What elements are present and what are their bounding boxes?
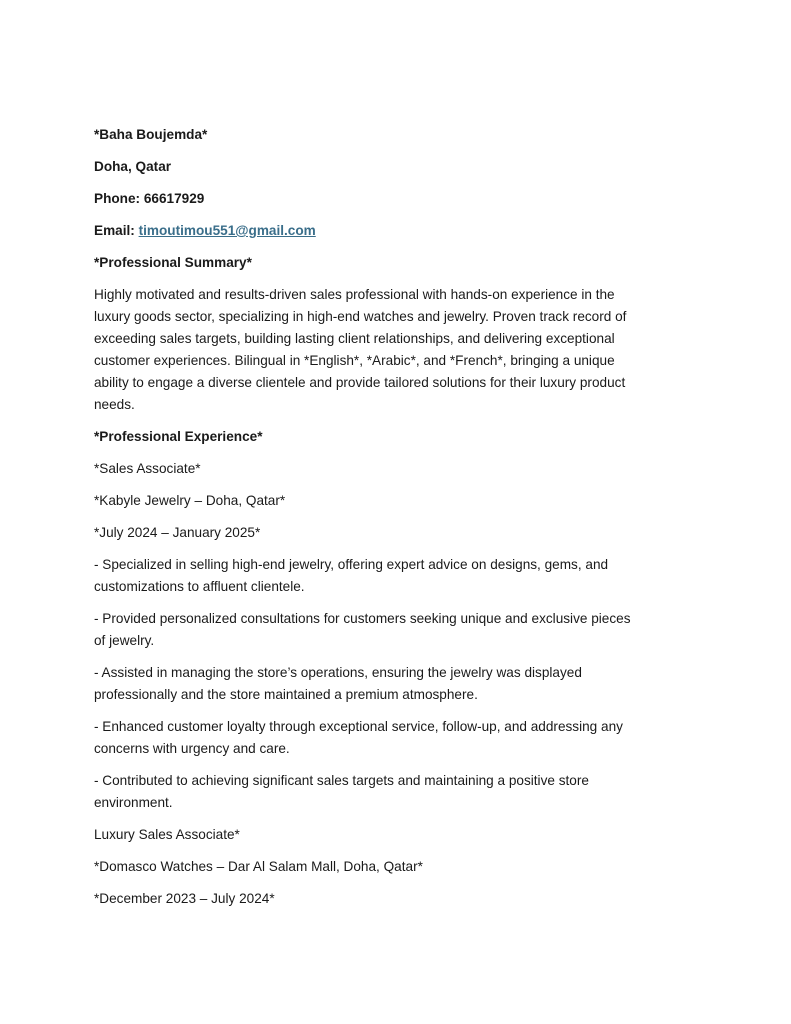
job-bullet [94,770,694,814]
job-title: *Sales Associate* [94,461,201,476]
summary-line: exceeding sales targets, building lasting client relationships, and delivering exceptional [94,331,615,346]
summary-heading: *Professional Summary* [94,255,252,270]
job-bullet-line: - Assisted in managing the store’s operations, ensuring the jewelry was displayed [94,665,582,680]
job-bullet [94,716,694,760]
job-title: Luxury Sales Associate* [94,827,240,842]
candidate-phone: Phone: 66617929 [94,191,205,206]
summary-line: ability to engage a diverse clientele and provide tailored solutions for their luxury product [94,375,626,390]
candidate-email-row [94,220,694,242]
candidate-name: *Baha Boujemda* [94,127,208,142]
summary-line: luxury goods sector, specializing in high-end watches and jewelry. Proven track record of [94,309,627,324]
job-bullet-line: customizations to affluent clientele. [94,579,305,594]
summary-line: customer experiences. Bilingual in *English*, *Arabic*, and *French*, bringing a unique [94,353,615,368]
job-bullet-line: - Specialized in selling high-end jewelry, offering expert advice on designs, gems, and [94,557,609,572]
job-bullet-line: - Enhanced customer loyalty through exceptional service, follow-up, and addressing any [94,719,623,734]
job-bullet-line: professionally and the store maintained a premium atmosphere. [94,687,478,702]
summary-paragraph [94,284,694,416]
job-bullet [94,662,694,706]
experience-heading: *Professional Experience* [94,429,263,444]
job-dates: *December 2023 – July 2024* [94,891,275,906]
job-bullet [94,608,694,652]
job-bullet-line: concerns with urgency and care. [94,741,290,756]
job-bullet-line: of jewelry. [94,633,155,648]
job-dates: *July 2024 – January 2025* [94,525,261,540]
job-bullet [94,554,694,598]
job-bullet-line: environment. [94,795,173,810]
job-company: *Kabyle Jewelry – Doha, Qatar* [94,493,286,508]
summary-line: needs. [94,397,135,412]
job-bullet-line: - Contributed to achieving significant sales targets and maintaining a positive store [94,773,589,788]
job-bullet-line: - Provided personalized consultations for customers seeking unique and exclusive pieces [94,611,631,626]
job-company: *Domasco Watches – Dar Al Salam Mall, Doha, Qatar* [94,859,423,874]
resume-document [94,124,694,920]
candidate-location: Doha, Qatar [94,159,172,174]
email-link[interactable]: timoutimou551@gmail.com [138,223,316,238]
summary-line: Highly motivated and results-driven sales professional with hands-on experience in the [94,287,615,302]
email-label: Email: [94,223,135,238]
